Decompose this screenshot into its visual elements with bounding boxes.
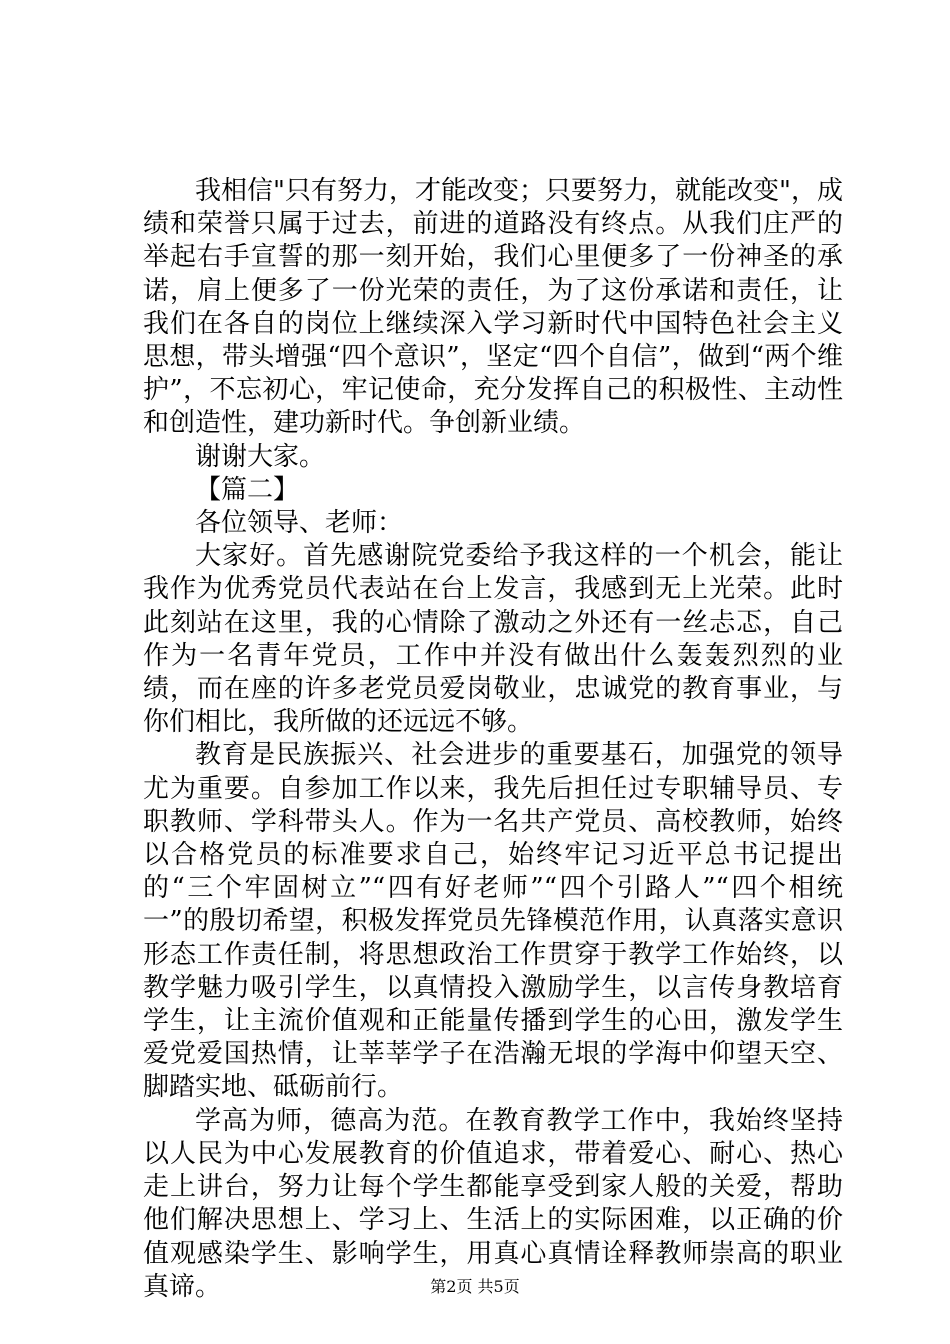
document-body (143, 175, 843, 1304)
paragraph-education: 教育是民族振兴、社会进步的重要基石，加强党的领导尤为重要。自参加工作以来，我先后担任过专职辅导员、专职教师、学科带头人。作为一名共产党员、高校教师，始终以合格党员的标准要求自己，始终牢记习近平总书记提出的“三个牢固树立”“四有好老师”“四个引路人”“四个相统一”的殷切希望，积极发挥党员先锋模范作用，认真落实意识形态工作责任制，将思想政治工作贯穿于教学工作始终，以教学魅力吸引学生，以真情投入激励学生，以言传身教培育学生，让主流价值观和正能量传播到学生的心田，激发学生爱党爱国热情，让莘莘学子在浩瀚无垠的学海中仰望天空、脚踏实地、砥砺前行。 (143, 740, 843, 1103)
page-number-footer: 第2页 共5页 (430, 1277, 520, 1296)
paragraph-greeting: 大家好。首先感谢院党委给予我这样的一个机会，能让我作为优秀党员代表站在台上发言，我感到无上光荣。此时此刻站在这里，我的心情除了激动之外还有一丝忐忑，自己作为一名青年党员，工作中并没有做出什么轰轰烈烈的业绩，而在座的许多老党员爱岗敬业，忠诚党的教育事业，与你们相比，我所做的还远远不够。 (143, 541, 843, 738)
paragraph-belief: 我相信"只有努力，才能改变；只要努力，就能改变"，成绩和荣誉只属于过去，前进的道路没有终点。从我们庄严的举起右手宣誓的那一刻开始，我们心里便多了一份神圣的承诺，肩上便多了一份光荣的责任，为了这份承诺和责任，让我们在各自的岗位上继续深入学习新时代中国特色社会主义思想，带头增强“四个意识”，坚定“四个自信”，做到“两个维护”，不忘初心，牢记使命，充分发挥自己的积极性、主动性和创造性，建功新时代。争创新业绩。 (143, 176, 843, 439)
paragraph-teacher: 学高为师，德高为范。在教育教学工作中，我始终坚持以人民为中心发展教育的价值追求，带着爱心、耐心、热心走上讲台，努力让每个学生都能享受到家人般的关爱，帮助他们解决思想上、学习上、生活上的实际困难，以正确的价值观感染学生、影响学生，用真心真情诠释教师崇高的职业真谛。 (143, 1105, 843, 1302)
section-heading: 【篇二】 (195, 474, 300, 505)
salutation: 各位领导、老师： (195, 508, 404, 539)
paragraph-thanks: 谢谢大家。 (195, 441, 326, 472)
